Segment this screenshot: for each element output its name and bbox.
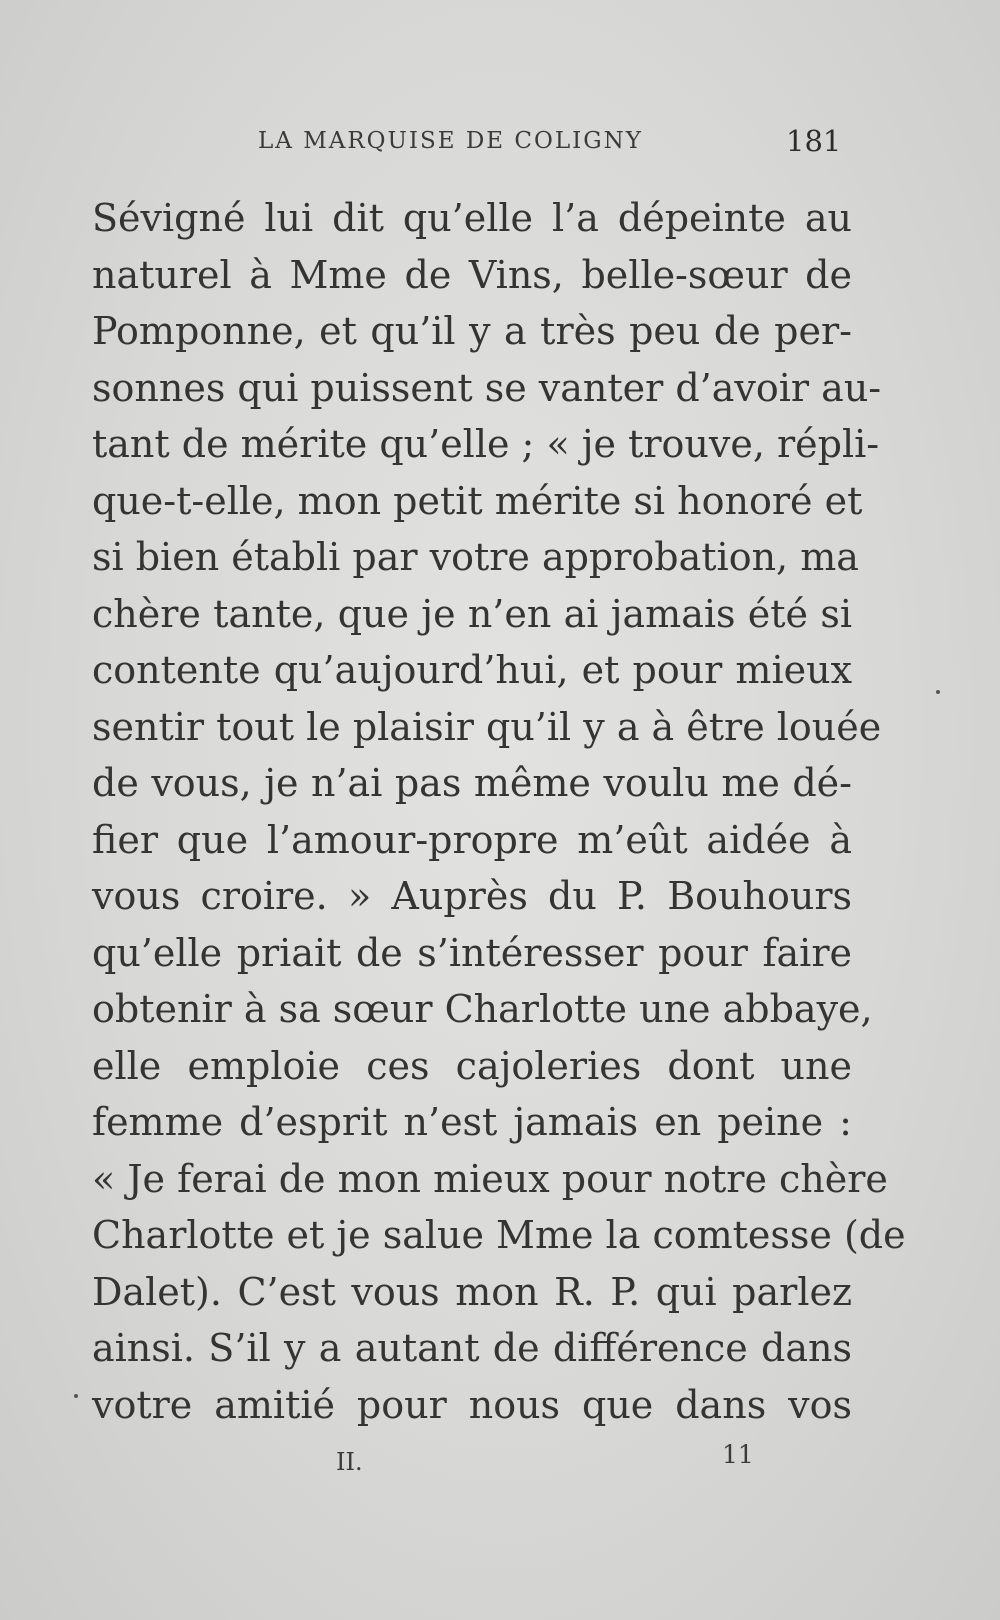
text-line: ainsi. S’il y a autant de différence dans [92,1326,852,1370]
text-line: votre amitié pour nous que dans vos [92,1382,852,1427]
text-line: que-t-elle, mon petit mérite si honoré et [92,478,863,523]
text-line: sentir tout le plaisir qu’il y a à être louée [92,704,882,749]
text-line: qu’elle priait de s’intéresser pour faire [92,930,852,975]
text-line: de vous, je n’ai pas même voulu me dé- [92,761,852,805]
signature-number: 11 [722,1440,754,1469]
text-line: obtenir à sa sœur Charlotte une abbaye, [92,987,873,1031]
text-line: « Je ferai de mon mieux pour notre chère [92,1156,888,1201]
text-line: Pomponne, et qu’il y a très peu de per- [92,309,852,353]
text-line: contente qu’aujourd’hui, et pour mieux [92,648,852,692]
text-line: tant de mérite qu’elle ; « je trouve, répli- [92,422,880,466]
page-number: 181 [786,124,842,158]
signature-mark: II. [336,1448,363,1476]
text-line: elle emploie ces cajoleries dont une [92,1043,852,1088]
text-line: naturel à Mme de Vins, belle-sœur de [92,252,852,297]
text-line: vous croire. » Auprès du P. Bouhours [92,874,852,918]
text-line: Sévigné lui dit qu’elle l’a dépeinte au [92,196,852,240]
text-line: Dalet). C’est vous mon R. P. qui parlez [92,1269,852,1314]
text-line: fier que l’amour-propre m’eût aidée à [92,817,852,862]
paper-speck [74,1394,78,1398]
text-line: sonnes qui puissent se vanter d’avoir au- [92,365,882,410]
paper-speck [936,690,940,694]
text-line: chère tante, que je n’en ai jamais été si [92,591,852,636]
running-title: LA MARQUISE DE COLIGNY [258,128,643,154]
text-line: Charlotte et je salue Mme la comtesse (de [92,1213,906,1257]
text-line: femme d’esprit n’est jamais en peine : [92,1100,852,1144]
body-text [92,190,906,1433]
text-line: si bien établi par votre approbation, ma [92,535,859,579]
